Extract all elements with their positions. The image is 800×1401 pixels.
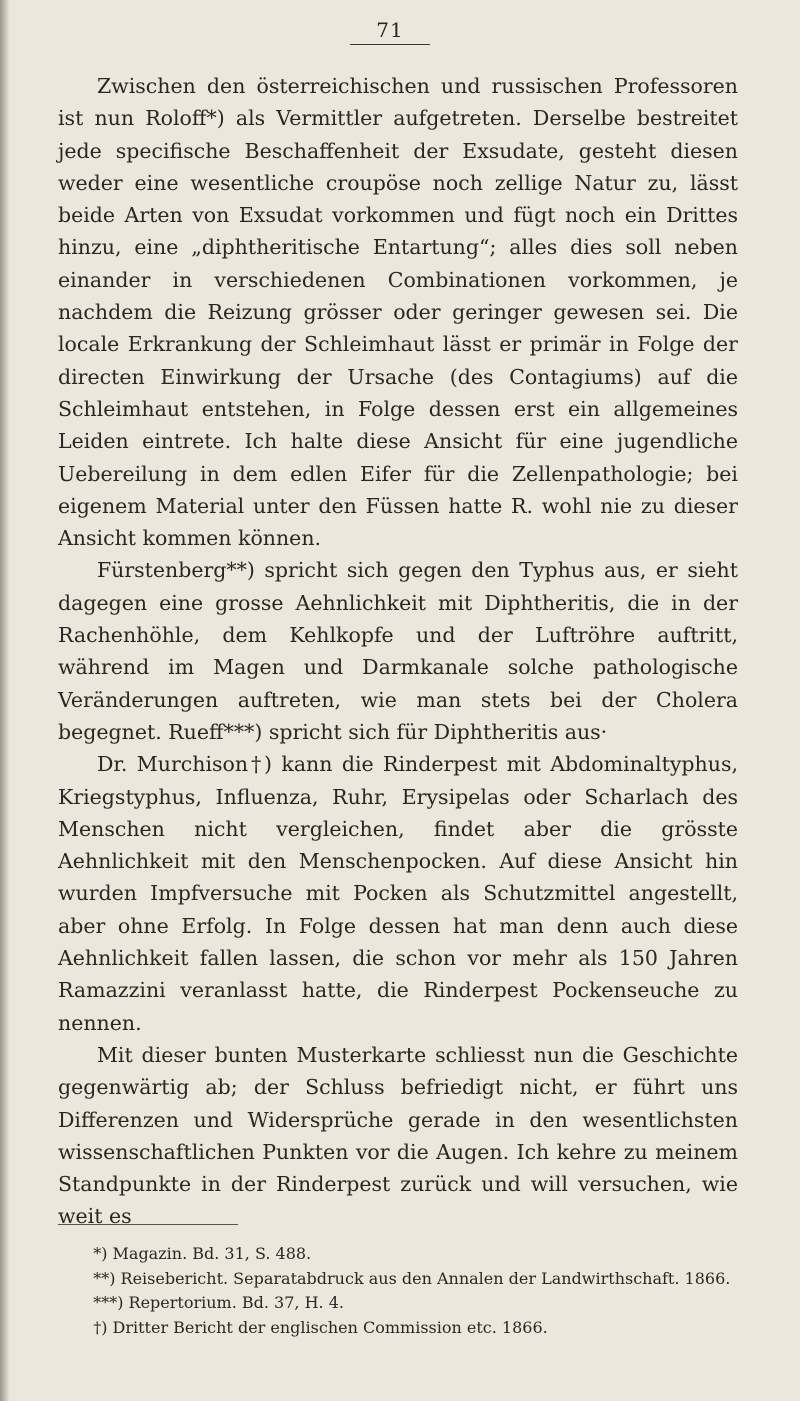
paragraph-roloff: Zwischen den österreichischen und russischen Professoren ist nun Roloff*) als Vermittler aufgetreten. Derselbe bestreitet jede specifische Beschaffenheit der Exsudate, gesteht diesen weder eine wesentliche croupöse noch zellige Natur zu, lässt beide Arten von Exsudat vorkommen und fügt noch ein Drittes hinzu, eine „diphtheritische Entartung“; alles dies soll neben einander in verschiedenen Combinationen vorkommen, je nachdem die Reizung grösser oder geringer gewesen sei. Die locale Erkrankung der Schleimhaut lässt er primär in Folge der directen Einwirkung der Ursache (des Contagiums) auf die Schleimhaut entstehen, in Folge dessen erst ein allgemeines Leiden eintrete. Ich halte diese Ansicht für eine jugendliche Uebereilung in dem edlen Eifer für die Zellenpathologie; bei eigenem Material unter den Füssen hatte R. wohl nie zu dieser Ansicht kommen können. bbox=[58, 74, 738, 551]
paragraph-murchison: Dr. Murchison†) kann die Rinderpest mit Abdominaltyphus, Kriegstyphus, Influenza, Ruhr, Erysipelas oder Scharlach des Menschen nicht vergleichen, findet aber die grösste Aehnlichkeit mit den Menschenpocken. Auf diese Ansicht hin wurden Impfversuche mit Pocken als Schutzmittel angestellt, aber ohne Erfolg. In Folge dessen hat man denn auch diese Aehnlichkeit fallen lassen, die schon vor mehr als 150 Jahren Ramazzini veranlasst hatte, die Rinderpest Pockenseuche zu nennen. bbox=[58, 752, 738, 1035]
footnote-1: *) Magazin. Bd. 31, S. 488. bbox=[93, 1244, 312, 1263]
page-number-rule bbox=[350, 44, 430, 45]
footnote-3: ***) Repertorium. Bd. 37, H. 4. bbox=[93, 1293, 344, 1312]
footnote-divider bbox=[58, 1224, 238, 1225]
paragraph-conclusion: Mit dieser bunten Musterkarte schliesst nun die Geschichte gegenwärtig ab; der Schluss befriedigt nicht, er führt uns Differenzen und Widersprüche gerade in den wesentlichsten wissenschaftlichen Punkten vor die Augen. Ich kehre zu meinem Standpunkte in der Rinderpest zurück und will versuchen, wie weit es bbox=[58, 1042, 738, 1229]
paragraph-fuerstenberg: Fürstenberg**) spricht sich gegen den Typhus aus, er sieht dagegen eine grosse Aehnlichkeit mit Diphtheritis, die in der Rachenhöhle, dem Kehlkopfe und der Luftröhre auftritt, während im Magen und Darmkanale solche pathologische Veränderungen auftreten, wie man stets bei der Cholera begegnet. Rueff***) spricht sich für Diphtheritis aus· bbox=[58, 558, 738, 744]
footnote-2: **) Reisebericht. Separatabdruck aus den Annalen der Landwirthschaft. 1866. bbox=[93, 1268, 731, 1288]
page-number: 71 bbox=[376, 18, 404, 42]
page-edge-shadow bbox=[0, 0, 10, 1401]
footnote-4: †) Dritter Bericht der englischen Commission etc. 1866. bbox=[93, 1317, 548, 1337]
footnotes bbox=[58, 1242, 738, 1340]
main-text bbox=[58, 70, 738, 1233]
